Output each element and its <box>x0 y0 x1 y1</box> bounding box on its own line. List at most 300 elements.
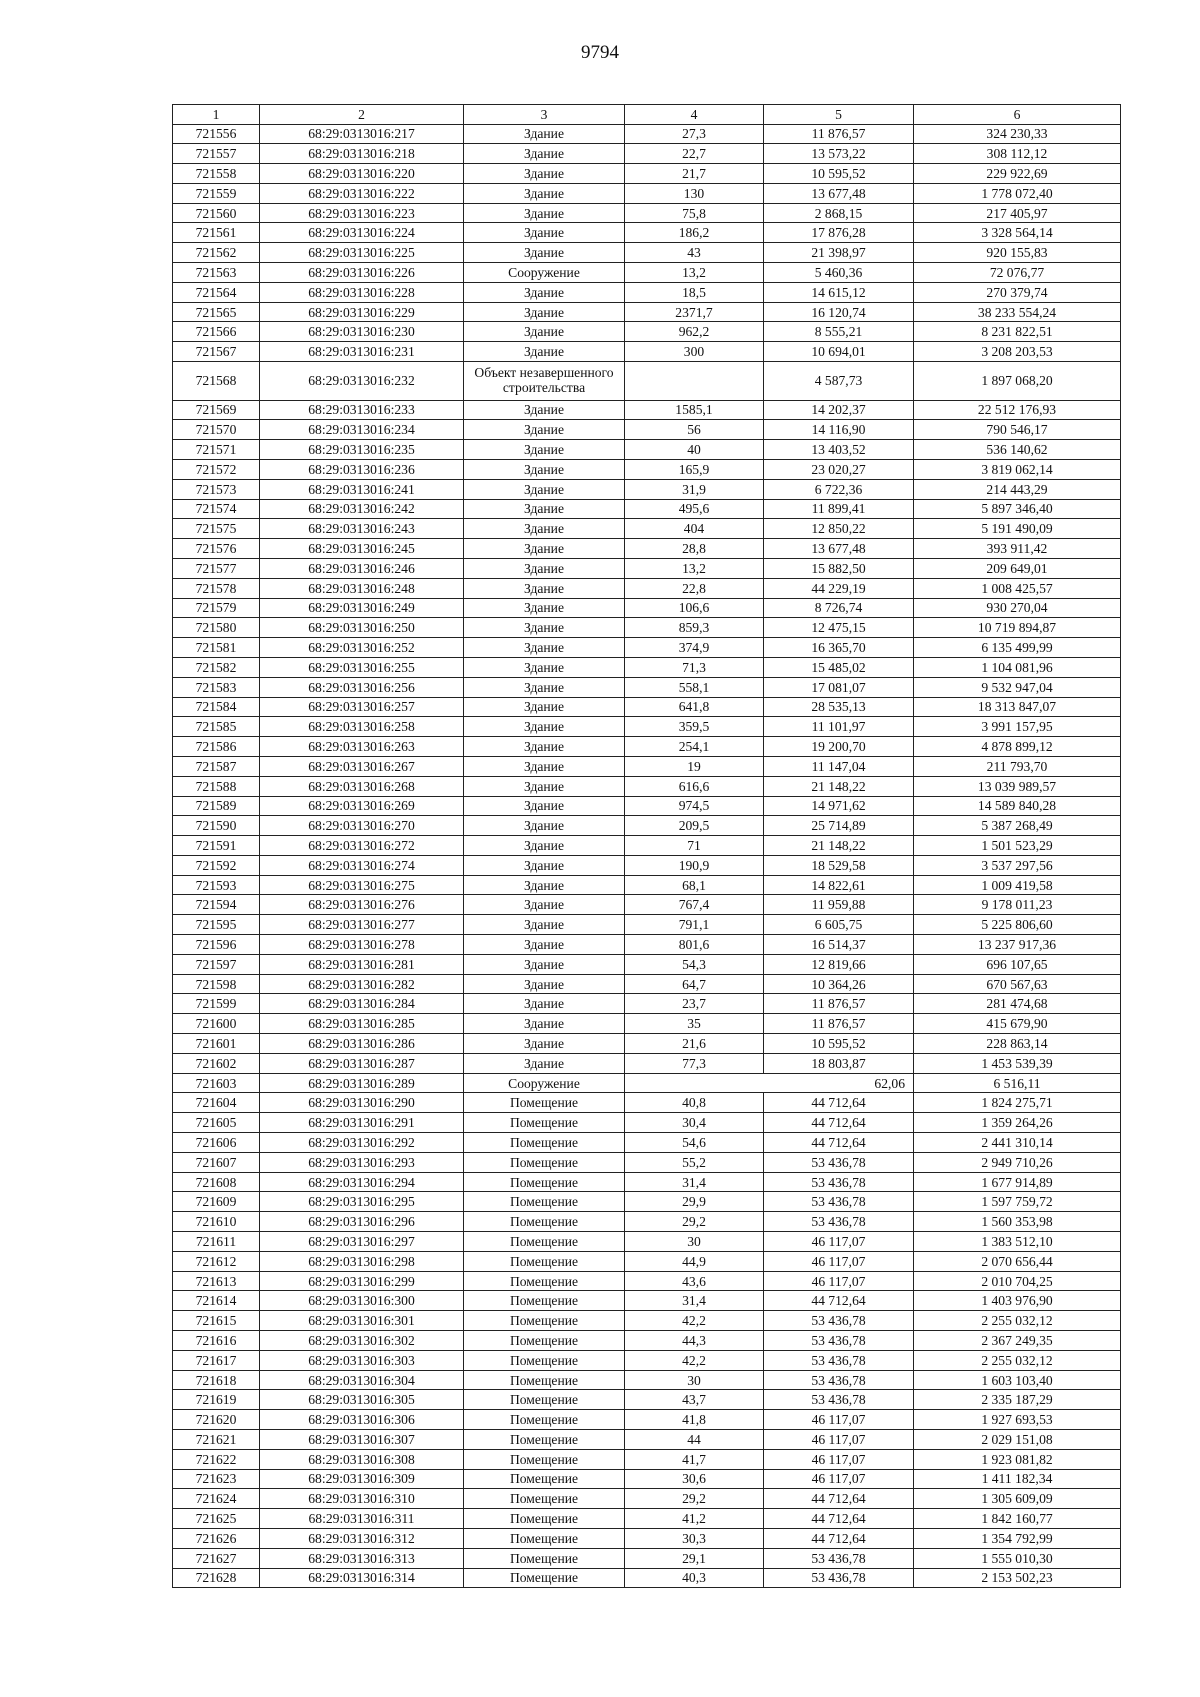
row-number-cell: 721566 <box>173 322 260 342</box>
table-row <box>173 994 1121 1014</box>
area-cell: 404 <box>625 519 764 539</box>
cadastral-value-cell: 8 231 822,51 <box>914 322 1121 342</box>
area-cell: 29,1 <box>625 1548 764 1568</box>
cadastral-value-cell: 1 453 539,39 <box>914 1053 1121 1073</box>
cadastral-value-cell: 22 512 176,93 <box>914 400 1121 420</box>
area-cell: 43 <box>625 243 764 263</box>
cadastral-value-cell: 5 387 268,49 <box>914 816 1121 836</box>
specific-value-cell: 15 882,50 <box>764 558 914 578</box>
row-number-cell: 721577 <box>173 558 260 578</box>
cadastral-value-cell: 228 863,14 <box>914 1034 1121 1054</box>
cadastral-value-cell: 324 230,33 <box>914 124 1121 144</box>
specific-value-cell: 46 117,07 <box>764 1232 914 1252</box>
specific-value-cell: 53 436,78 <box>764 1212 914 1232</box>
cadastral-number-cell: 68:29:0313016:231 <box>260 342 464 362</box>
cadastral-number-cell: 68:29:0313016:222 <box>260 183 464 203</box>
object-type-cell: Здание <box>464 164 625 184</box>
specific-value-cell: 53 436,78 <box>764 1548 914 1568</box>
cadastral-value-cell: 1 923 081,82 <box>914 1449 1121 1469</box>
table-row <box>173 1212 1121 1232</box>
cadastral-number-cell: 68:29:0313016:298 <box>260 1251 464 1271</box>
cadastral-value-cell: 1 555 010,30 <box>914 1548 1121 1568</box>
row-number-cell: 721567 <box>173 342 260 362</box>
object-type-cell: Здание <box>464 499 625 519</box>
row-number-cell: 721576 <box>173 539 260 559</box>
table-row <box>173 223 1121 243</box>
specific-value-cell: 21 148,22 <box>764 836 914 856</box>
table-row <box>173 243 1121 263</box>
row-number-cell: 721626 <box>173 1528 260 1548</box>
cadastral-number-cell: 68:29:0313016:217 <box>260 124 464 144</box>
cadastral-number-cell: 68:29:0313016:310 <box>260 1489 464 1509</box>
cadastral-value-cell: 1 677 914,89 <box>914 1172 1121 1192</box>
table-row <box>173 598 1121 618</box>
specific-value-cell: 10 595,52 <box>764 1034 914 1054</box>
cadastral-number-cell: 68:29:0313016:242 <box>260 499 464 519</box>
area-cell: 29,2 <box>625 1489 764 1509</box>
cadastral-value-cell: 920 155,83 <box>914 243 1121 263</box>
specific-value-cell: 46 117,07 <box>764 1251 914 1271</box>
row-number-cell: 721590 <box>173 816 260 836</box>
area-cell: 44,3 <box>625 1331 764 1351</box>
specific-value-cell: 19 200,70 <box>764 737 914 757</box>
table-row <box>173 499 1121 519</box>
specific-value-cell: 53 436,78 <box>764 1172 914 1192</box>
cadastral-number-cell: 68:29:0313016:230 <box>260 322 464 342</box>
specific-value-cell: 6 605,75 <box>764 915 914 935</box>
object-type-cell: Здание <box>464 420 625 440</box>
specific-value-cell: 44 712,64 <box>764 1528 914 1548</box>
cadastral-number-cell: 68:29:0313016:294 <box>260 1172 464 1192</box>
row-number-cell: 721617 <box>173 1350 260 1370</box>
specific-value-cell: 25 714,89 <box>764 816 914 836</box>
row-number-cell: 721604 <box>173 1093 260 1113</box>
object-type-cell: Помещение <box>464 1192 625 1212</box>
table-row <box>173 1093 1121 1113</box>
cadastral-number-cell: 68:29:0313016:301 <box>260 1311 464 1331</box>
area-cell: 21,7 <box>625 164 764 184</box>
cadastral-value-cell: 536 140,62 <box>914 440 1121 460</box>
object-type-cell: Здание <box>464 400 625 420</box>
cadastral-number-cell: 68:29:0313016:286 <box>260 1034 464 1054</box>
area-cell: 616,6 <box>625 776 764 796</box>
row-number-cell: 721615 <box>173 1311 260 1331</box>
row-number-cell: 721568 <box>173 362 260 401</box>
object-type-cell: Здание <box>464 657 625 677</box>
row-number-cell: 721608 <box>173 1172 260 1192</box>
table-row <box>173 539 1121 559</box>
row-number-cell: 721583 <box>173 677 260 697</box>
table-row <box>173 1271 1121 1291</box>
cadastral-number-cell: 68:29:0313016:250 <box>260 618 464 638</box>
object-type-cell: Здание <box>464 203 625 223</box>
cadastral-value-cell: 18 313 847,07 <box>914 697 1121 717</box>
table-row <box>173 1291 1121 1311</box>
table-row <box>173 342 1121 362</box>
row-number-cell: 721607 <box>173 1152 260 1172</box>
area-cell: 791,1 <box>625 915 764 935</box>
table-row <box>173 1034 1121 1054</box>
table-row <box>173 1509 1121 1529</box>
specific-value-cell: 15 485,02 <box>764 657 914 677</box>
cadastral-value-cell: 1 824 275,71 <box>914 1093 1121 1113</box>
cadastral-number-cell: 68:29:0313016:285 <box>260 1014 464 1034</box>
specific-value-cell: 44 712,64 <box>764 1093 914 1113</box>
table-row <box>173 855 1121 875</box>
row-number-cell: 721612 <box>173 1251 260 1271</box>
area-cell: 55,2 <box>625 1152 764 1172</box>
table-row <box>173 420 1121 440</box>
specific-value-cell: 4 587,73 <box>764 362 914 401</box>
object-type-cell: Здание <box>464 935 625 955</box>
object-type-cell: Помещение <box>464 1232 625 1252</box>
specific-value-cell: 53 436,78 <box>764 1331 914 1351</box>
row-number-cell: 721614 <box>173 1291 260 1311</box>
cadastral-value-cell: 930 270,04 <box>914 598 1121 618</box>
area-cell: 1585,1 <box>625 400 764 420</box>
specific-value-cell: 5 460,36 <box>764 263 914 283</box>
cadastral-value-cell: 3 208 203,53 <box>914 342 1121 362</box>
table-row <box>173 1172 1121 1192</box>
area-cell: 30 <box>625 1232 764 1252</box>
cadastral-number-cell: 68:29:0313016:257 <box>260 697 464 717</box>
table-body <box>173 124 1121 1588</box>
object-type-cell: Помещение <box>464 1291 625 1311</box>
specific-value-cell: 53 436,78 <box>764 1568 914 1588</box>
specific-value-cell: 14 971,62 <box>764 796 914 816</box>
table-row <box>173 1430 1121 1450</box>
specific-value-cell: 21 398,97 <box>764 243 914 263</box>
object-type-cell: Здание <box>464 677 625 697</box>
object-type-cell: Помещение <box>464 1548 625 1568</box>
cadastral-value-cell: 270 379,74 <box>914 282 1121 302</box>
specific-value-cell: 44 229,19 <box>764 578 914 598</box>
specific-value-cell: 46 117,07 <box>764 1271 914 1291</box>
object-type-cell: Здание <box>464 519 625 539</box>
cadastral-number-cell: 68:29:0313016:276 <box>260 895 464 915</box>
specific-value-cell: 10 364,26 <box>764 974 914 994</box>
cadastral-number-cell: 68:29:0313016:252 <box>260 638 464 658</box>
table-row <box>173 1449 1121 1469</box>
row-number-cell: 721564 <box>173 282 260 302</box>
cadastral-number-cell: 68:29:0313016:236 <box>260 459 464 479</box>
object-type-cell: Здание <box>464 836 625 856</box>
cadastral-number-cell: 68:29:0313016:309 <box>260 1469 464 1489</box>
row-number-cell: 721574 <box>173 499 260 519</box>
area-cell: 2371,7 <box>625 302 764 322</box>
specific-value-cell: 11 959,88 <box>764 895 914 915</box>
specific-value-cell: 2 868,15 <box>764 203 914 223</box>
table-row <box>173 322 1121 342</box>
area-cell: 165,9 <box>625 459 764 479</box>
area-cell: 558,1 <box>625 677 764 697</box>
area-cell: 31,4 <box>625 1291 764 1311</box>
specific-value-cell: 14 116,90 <box>764 420 914 440</box>
area-cell: 13,2 <box>625 263 764 283</box>
object-type-cell: Здание <box>464 776 625 796</box>
object-type-cell: Помещение <box>464 1390 625 1410</box>
row-number-cell: 721582 <box>173 657 260 677</box>
col-header-1: 1 <box>173 105 260 125</box>
area-cell: 68,1 <box>625 875 764 895</box>
table-row <box>173 459 1121 479</box>
object-type-cell: Здание <box>464 638 625 658</box>
row-number-cell: 721606 <box>173 1133 260 1153</box>
object-type-cell: Помещение <box>464 1212 625 1232</box>
page-number: 9794 <box>581 42 619 63</box>
table-row <box>173 183 1121 203</box>
row-number-cell: 721575 <box>173 519 260 539</box>
cadastral-number-cell: 68:29:0313016:263 <box>260 737 464 757</box>
specific-value-cell: 16 120,74 <box>764 302 914 322</box>
specific-value-cell: 21 148,22 <box>764 776 914 796</box>
table-row <box>173 1489 1121 1509</box>
row-number-cell: 721628 <box>173 1568 260 1588</box>
object-type-cell: Помещение <box>464 1152 625 1172</box>
object-type-cell: Здание <box>464 223 625 243</box>
area-cell: 641,8 <box>625 697 764 717</box>
specific-value-cell: 28 535,13 <box>764 697 914 717</box>
object-type-cell: Здание <box>464 756 625 776</box>
cadastral-value-cell: 211 793,70 <box>914 756 1121 776</box>
cadastral-value-cell: 2 010 704,25 <box>914 1271 1121 1291</box>
object-type-cell: Помещение <box>464 1528 625 1548</box>
area-cell: 40,8 <box>625 1093 764 1113</box>
specific-value-cell: 53 436,78 <box>764 1370 914 1390</box>
cadastral-value-cell: 6 516,11 <box>914 1073 1121 1093</box>
table-row <box>173 756 1121 776</box>
specific-value-cell: 18 529,58 <box>764 855 914 875</box>
area-cell: 209,5 <box>625 816 764 836</box>
specific-value-cell: 53 436,78 <box>764 1390 914 1410</box>
cadastral-number-cell: 68:29:0313016:314 <box>260 1568 464 1588</box>
cadastral-value-cell: 308 112,12 <box>914 144 1121 164</box>
object-type-cell: Помещение <box>464 1311 625 1331</box>
specific-value-cell: 44 712,64 <box>764 1291 914 1311</box>
object-type-cell: Здание <box>464 974 625 994</box>
row-number-cell: 721572 <box>173 459 260 479</box>
cadastral-value-cell: 10 719 894,87 <box>914 618 1121 638</box>
table-row <box>173 203 1121 223</box>
cadastral-number-cell: 68:29:0313016:313 <box>260 1548 464 1568</box>
table-row <box>173 717 1121 737</box>
cadastral-number-cell: 68:29:0313016:281 <box>260 954 464 974</box>
object-type-cell: Здание <box>464 1034 625 1054</box>
area-cell: 801,6 <box>625 935 764 955</box>
cadastral-number-cell: 68:29:0313016:255 <box>260 657 464 677</box>
cadastral-number-cell: 68:29:0313016:233 <box>260 400 464 420</box>
area-cell: 71,3 <box>625 657 764 677</box>
area-cell: 77,3 <box>625 1053 764 1073</box>
cadastral-value-cell: 1 359 264,26 <box>914 1113 1121 1133</box>
area-cell: 13,2 <box>625 558 764 578</box>
cadastral-number-cell: 68:29:0313016:304 <box>260 1370 464 1390</box>
table-row <box>173 263 1121 283</box>
cadastral-number-cell: 68:29:0313016:311 <box>260 1509 464 1529</box>
table-row <box>173 1410 1121 1430</box>
table-row <box>173 1073 1121 1093</box>
object-type-cell: Здание <box>464 144 625 164</box>
cadastral-number-cell: 68:29:0313016:308 <box>260 1449 464 1469</box>
row-number-cell: 721621 <box>173 1430 260 1450</box>
table-row <box>173 1469 1121 1489</box>
cadastral-number-cell: 68:29:0313016:235 <box>260 440 464 460</box>
cadastral-number-cell: 68:29:0313016:249 <box>260 598 464 618</box>
cadastral-number-cell: 68:29:0313016:307 <box>260 1430 464 1450</box>
cadastral-number-cell: 68:29:0313016:300 <box>260 1291 464 1311</box>
cadastral-value-cell: 1 597 759,72 <box>914 1192 1121 1212</box>
cadastral-value-cell: 13 039 989,57 <box>914 776 1121 796</box>
row-number-cell: 721584 <box>173 697 260 717</box>
specific-value-cell: 44 712,64 <box>764 1509 914 1529</box>
specific-value-cell: 13 573,22 <box>764 144 914 164</box>
cadastral-value-cell: 2 255 032,12 <box>914 1350 1121 1370</box>
table-row <box>173 144 1121 164</box>
table-row <box>173 1331 1121 1351</box>
cadastral-number-cell: 68:29:0313016:302 <box>260 1331 464 1351</box>
table-row <box>173 697 1121 717</box>
area-cell: 29,2 <box>625 1212 764 1232</box>
cadastral-value-cell: 1 501 523,29 <box>914 836 1121 856</box>
row-number-cell: 721597 <box>173 954 260 974</box>
specific-value-cell: 12 850,22 <box>764 519 914 539</box>
table-row <box>173 1370 1121 1390</box>
cadastral-number-cell: 68:29:0313016:232 <box>260 362 464 401</box>
col-header-4: 4 <box>625 105 764 125</box>
cadastral-number-cell: 68:29:0313016:241 <box>260 479 464 499</box>
cadastral-value-cell: 1 008 425,57 <box>914 578 1121 598</box>
cadastral-number-cell: 68:29:0313016:312 <box>260 1528 464 1548</box>
cadastral-number-cell: 68:29:0313016:228 <box>260 282 464 302</box>
cadastral-value-cell: 1 383 512,10 <box>914 1232 1121 1252</box>
cadastral-number-cell: 68:29:0313016:296 <box>260 1212 464 1232</box>
area-cell: 56 <box>625 420 764 440</box>
cadastral-value-cell: 214 443,29 <box>914 479 1121 499</box>
table-row <box>173 578 1121 598</box>
object-type-cell: Помещение <box>464 1172 625 1192</box>
cadastral-value-cell: 9 532 947,04 <box>914 677 1121 697</box>
object-type-cell: Здание <box>464 578 625 598</box>
cadastral-value-cell: 1 842 160,77 <box>914 1509 1121 1529</box>
area-cell: 374,9 <box>625 638 764 658</box>
specific-value-cell: 10 595,52 <box>764 164 914 184</box>
row-number-cell: 721609 <box>173 1192 260 1212</box>
row-number-cell: 721625 <box>173 1509 260 1529</box>
row-number-cell: 721563 <box>173 263 260 283</box>
cadastral-number-cell: 68:29:0313016:278 <box>260 935 464 955</box>
object-type-cell: Здание <box>464 322 625 342</box>
cadastral-number-cell: 68:29:0313016:297 <box>260 1232 464 1252</box>
cadastral-number-cell: 68:29:0313016:275 <box>260 875 464 895</box>
area-cell: 130 <box>625 183 764 203</box>
table-row <box>173 638 1121 658</box>
row-number-cell: 721556 <box>173 124 260 144</box>
specific-value-cell: 14 615,12 <box>764 282 914 302</box>
specific-value-cell: 46 117,07 <box>764 1410 914 1430</box>
area-cell: 41,8 <box>625 1410 764 1430</box>
cadastral-value-cell: 209 649,01 <box>914 558 1121 578</box>
object-type-cell: Здание <box>464 737 625 757</box>
object-type-cell: Здание <box>464 994 625 1014</box>
object-type-cell: Помещение <box>464 1568 625 1588</box>
area-cell: 106,6 <box>625 598 764 618</box>
specific-value-cell: 6 722,36 <box>764 479 914 499</box>
table-row <box>173 1528 1121 1548</box>
object-type-cell: Здание <box>464 539 625 559</box>
area-cell: 22,7 <box>625 144 764 164</box>
col-header-5: 5 <box>764 105 914 125</box>
object-type-cell: Помещение <box>464 1430 625 1450</box>
row-number-cell: 721589 <box>173 796 260 816</box>
row-number-cell: 721585 <box>173 717 260 737</box>
object-type-cell: Здание <box>464 954 625 974</box>
object-type-cell: Здание <box>464 558 625 578</box>
cadastral-number-cell: 68:29:0313016:229 <box>260 302 464 322</box>
row-number-cell: 721610 <box>173 1212 260 1232</box>
row-number-cell: 721560 <box>173 203 260 223</box>
cadastral-value-cell: 14 589 840,28 <box>914 796 1121 816</box>
object-type-cell: Сооружение <box>464 1073 625 1093</box>
cadastral-value-cell: 3 991 157,95 <box>914 717 1121 737</box>
specific-value-cell: 12 819,66 <box>764 954 914 974</box>
object-type-cell: Помещение <box>464 1350 625 1370</box>
row-number-cell: 721565 <box>173 302 260 322</box>
object-type-cell: Здание <box>464 875 625 895</box>
cadastral-value-cell: 5 225 806,60 <box>914 915 1121 935</box>
cadastral-value-cell: 1 354 792,99 <box>914 1528 1121 1548</box>
table-row <box>173 657 1121 677</box>
area-cell: 29,9 <box>625 1192 764 1212</box>
area-cell: 41,2 <box>625 1509 764 1529</box>
area-cell: 767,4 <box>625 895 764 915</box>
specific-value-cell: 11 876,57 <box>764 994 914 1014</box>
table-row <box>173 1133 1121 1153</box>
cadastral-value-cell: 3 328 564,14 <box>914 223 1121 243</box>
cadastral-value-cell: 217 405,97 <box>914 203 1121 223</box>
table-row <box>173 1390 1121 1410</box>
area-cell: 19 <box>625 756 764 776</box>
object-type-cell: Помещение <box>464 1469 625 1489</box>
row-number-cell: 721611 <box>173 1232 260 1252</box>
table-row <box>173 1053 1121 1073</box>
cadastral-value-cell: 3 819 062,14 <box>914 459 1121 479</box>
row-number-cell: 721581 <box>173 638 260 658</box>
table-row <box>173 558 1121 578</box>
object-type-cell: Помещение <box>464 1489 625 1509</box>
table-row <box>173 302 1121 322</box>
specific-value-cell: 8 555,21 <box>764 322 914 342</box>
cadastral-value-cell: 670 567,63 <box>914 974 1121 994</box>
specific-value-cell: 8 726,74 <box>764 598 914 618</box>
table-row <box>173 479 1121 499</box>
cadastral-value-cell: 415 679,90 <box>914 1014 1121 1034</box>
object-type-cell: Здание <box>464 717 625 737</box>
cadastral-number-cell: 68:29:0313016:305 <box>260 1390 464 1410</box>
row-number-cell: 721580 <box>173 618 260 638</box>
cadastral-value-cell: 6 135 499,99 <box>914 638 1121 658</box>
table-row <box>173 124 1121 144</box>
object-type-cell: Здание <box>464 243 625 263</box>
cadastral-value-cell: 2 441 310,14 <box>914 1133 1121 1153</box>
object-type-cell: Здание <box>464 1014 625 1034</box>
object-type-cell: Здание <box>464 796 625 816</box>
object-type-cell: Помещение <box>464 1370 625 1390</box>
table-row <box>173 915 1121 935</box>
cadastral-value-cell: 1 403 976,90 <box>914 1291 1121 1311</box>
row-number-cell: 721601 <box>173 1034 260 1054</box>
col-header-3: 3 <box>464 105 625 125</box>
cadastral-value-cell: 281 474,68 <box>914 994 1121 1014</box>
